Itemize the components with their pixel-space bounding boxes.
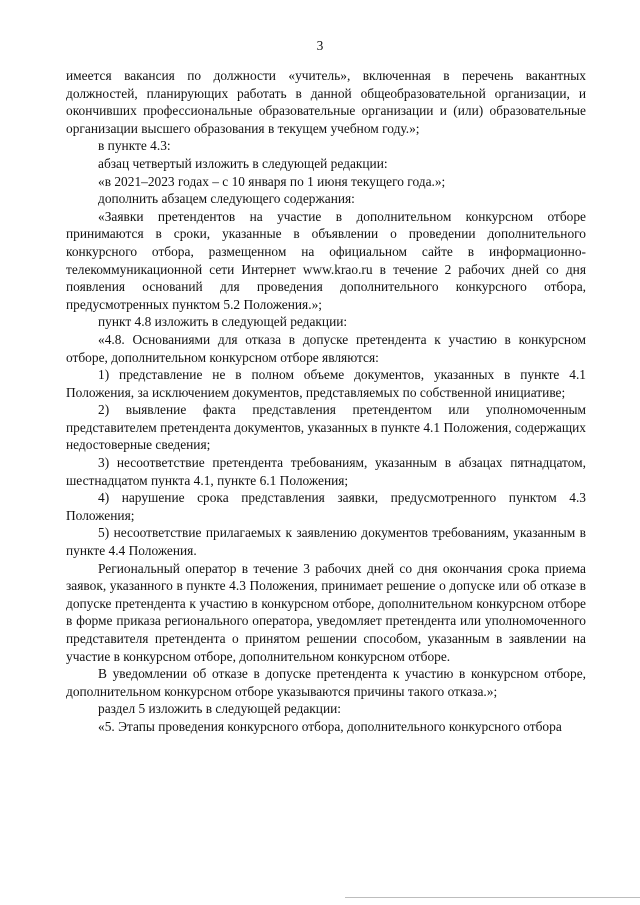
list-item: 4) нарушение срока представления заявки, предусмотренного пунктом 4.3 Положения; bbox=[66, 490, 586, 523]
paragraph: пункт 4.8 изложить в следующей редакции: bbox=[98, 314, 348, 330]
section-heading-paragraph: «5. Этапы проведения конкурсного отбора, дополнительного конкурсного отбора bbox=[98, 718, 562, 734]
paragraph: Региональный оператор в течение 3 рабочих дней со дня окончания срока приема заявок, указанного в пункте 4.3 Положения, принимает решение о допуске или об отказе в допуске претендента к участию в конкурсном отборе, дополнительном конкурсном отборе в форме приказа регионального оператора, уведомляет претендента или уполномоченного представителя претендента о принятом решении способом, указанным в заявлении на участие в конкурсном отборе, дополнительном конкурсном отборе. bbox=[66, 560, 586, 664]
paragraph: «в 2021–2023 годах – с 10 января по 1 июня текущего года.»; bbox=[98, 173, 446, 189]
list-item: 5) несоответствие прилагаемых к заявлению документов требованиям, указанным в пункте 4.4 Положения. bbox=[66, 525, 586, 559]
paragraph: дополнить абзацем следующего содержания: bbox=[98, 191, 355, 207]
list-item: 2) выявление факта представления претендентом или уполномоченным представителем претендента документов, указанных в пункте 4.1 Положения, содержащих недостоверные сведения; bbox=[66, 402, 586, 453]
paragraph: «4.8. Основаниями для отказа в допуске претендента к участию в конкурсном отборе, дополнительном конкурсном отборе являются: bbox=[66, 331, 586, 365]
paragraph: абзац четвертый изложить в следующей редакции: bbox=[98, 155, 388, 171]
page-number: 3 bbox=[316, 38, 324, 53]
paragraph: раздел 5 изложить в следующей редакции: bbox=[98, 701, 342, 717]
paragraph: В уведомлении об отказе в допуске претендента к участию в конкурсном отборе, дополнительном конкурсном отборе указываются причины такого отказа.»; bbox=[66, 666, 586, 699]
document-body bbox=[66, 67, 586, 736]
list-item: 3) несоответствие претендента требованиям, указанным в абзацах пятнадцатом, шестнадцатом пункта 4.1, пункте 6.1 Положения; bbox=[66, 455, 586, 488]
scan-edge-line bbox=[345, 897, 640, 898]
paragraph: в пункте 4.3: bbox=[98, 138, 171, 154]
paragraph: «Заявки претендентов на участие в дополнительном конкурсном отборе принимаются в сроки, указанные в объявлении о проведении дополнительного конкурсного отбора, размещенном на официальном сайте в информационно-телекоммуникационной сети Интернет www.krao.ru в течение 2 рабочих дней со дня появления оснований для проведения дополнительного конкурсного отбора, предусмотренных пунктом 5.2 Положения.»; bbox=[66, 208, 586, 312]
paragraph: имеется вакансия по должности «учитель», включенная в перечень вакантных должностей, планирующих работать в данной общеобразовательной организации, и окончивших профессиональные образовательные организации и (или) образовательные организации высшего образования в текущем учебном году.»; bbox=[66, 68, 586, 136]
list-item: 1) представление не в полном объеме документов, указанных в пункте 4.1 Положения, за исключением документов, представляемых по собственной инициативе; bbox=[66, 367, 586, 400]
